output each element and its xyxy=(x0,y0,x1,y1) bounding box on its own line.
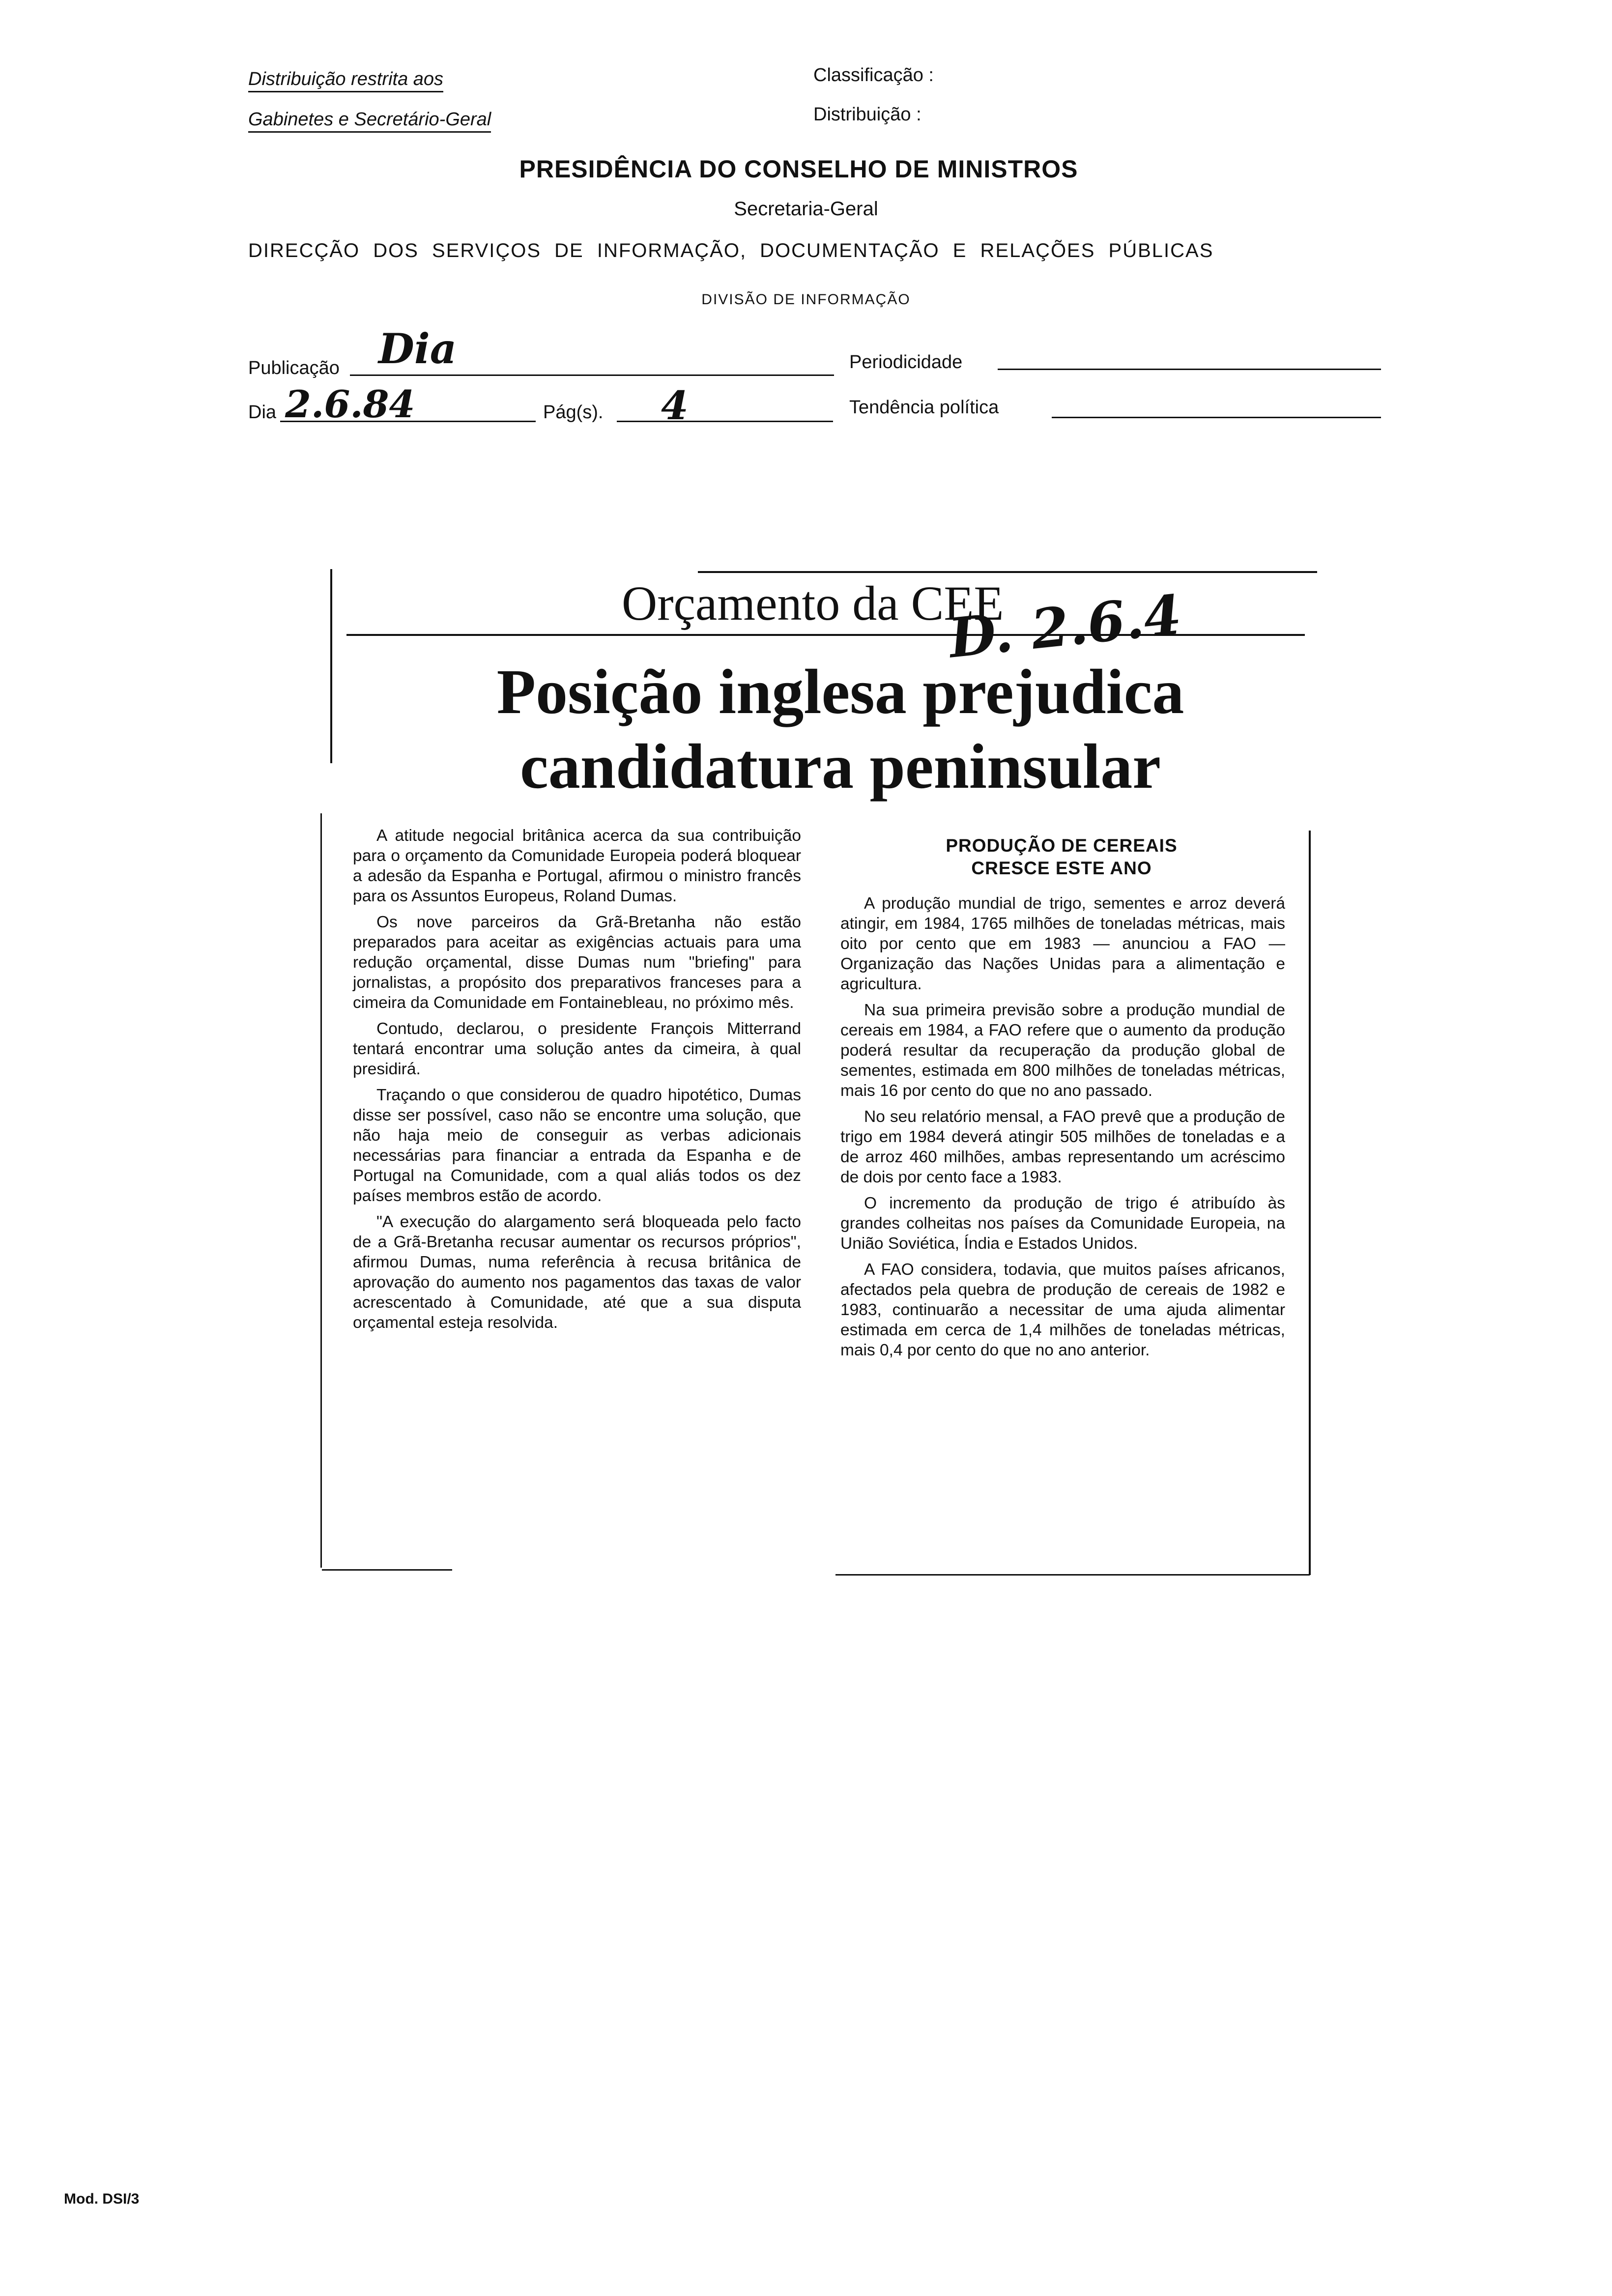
right-column xyxy=(840,893,1285,1366)
clipping-bottom-rule-right xyxy=(835,1574,1310,1576)
left-paragraph: "A execução do alargamento será bloqueada pelo facto de a Grã-Bretanha recusar aumentar os recursos próprios", afirmou Dumas, numa referência à recusa britânica de aprovação do aumento nos pagamentos das taxas de valor acrescentado à Comunidade, até que a sua disputa orçamental esteja resolvida. xyxy=(353,1213,801,1332)
clipping-left-edge-top xyxy=(330,569,332,763)
clipping-right-edge xyxy=(1309,831,1311,1575)
dia-label: Dia xyxy=(248,402,277,423)
pags-line xyxy=(617,421,833,422)
left-paragraph: Os nove parceiros da Grã-Bretanha não estão preparados para aceitar as exigências actuais para uma redução orçamental, disse Dumas num "briefing" para jornalistas, a propósito dos preparativos franceses para a cimeira da Comunidade em Fontainebleau, no próximo mês. xyxy=(353,913,801,1012)
pags-label: Pág(s). xyxy=(543,402,604,423)
tendencia-label: Tendência política xyxy=(849,397,999,418)
right-paragraph: A produção mundial de trigo, sementes e arroz deverá atingir, em 1984, 1765 milhões de toneladas métricas, mais oito por cento que em 1983 — anunciou a FAO — Organização das Nações Unidas para a alimentação e agricultura. xyxy=(840,894,1285,993)
institution-title: PRESIDÊNCIA DO CONSELHO DE MINISTROS xyxy=(519,155,1078,183)
clipping-bottom-rule-left xyxy=(322,1569,452,1571)
classificacao-label: Classificação : xyxy=(813,65,934,86)
clipping-top-rule xyxy=(698,571,1317,573)
right-subhead-line-2: CRESCE ESTE ANO xyxy=(971,858,1152,878)
distribution-line-2: Gabinetes e Secretário-Geral xyxy=(248,109,491,133)
article-headline-line-1: Posição inglesa prejudica xyxy=(496,657,1184,727)
periodicidade-line xyxy=(998,369,1381,370)
article-headline-line-2: candidatura peninsular xyxy=(520,731,1161,802)
right-paragraph: O incremento da produção de trigo é atribuído às grandes colheitas nos países da Comunidade Europeia, na União Soviética, Índia e Estados Unidos. xyxy=(840,1194,1285,1253)
right-subhead-line-1: PRODUÇÃO DE CEREAIS xyxy=(946,835,1178,856)
secretariat-title: Secretaria-Geral xyxy=(734,198,878,220)
pags-handwritten: 4 xyxy=(661,382,689,429)
publicacao-handwritten: Dia xyxy=(378,324,457,373)
article-kicker: Orçamento da CEE xyxy=(622,576,1004,631)
left-paragraph: A atitude negocial britânica acerca da sua contribuição para o orçamento da Comunidade Europeia poderá bloquear a adesão da Espanha e Portugal, afirmou o ministro francês para os Assuntos Europeus, Roland Dumas. xyxy=(353,827,801,905)
clipping-left-edge xyxy=(320,813,322,1568)
handwritten-date-note: D. 2.6.4 xyxy=(946,582,1184,670)
right-paragraph: Na sua primeira previsão sobre a produção mundial de cereais em 1984, a FAO refere que o aumento da produção poderá resultar da recuperação da produção global de sementes, estimada em 800 milhões de toneladas métricas, mais 16 por cento do que no ano passado. xyxy=(840,1001,1285,1100)
right-paragraph: A FAO considera, todavia, que muitos países africanos, afectados pela quebra de produção de cereais de 1982 e 1983, continuarão a necessitar de uma ajuda alimentar estimada em cerca de 1,4 milhões de toneladas métricas, mais 0,4 por cento do que no ano anterior. xyxy=(840,1261,1285,1359)
right-paragraph: No seu relatório mensal, a FAO prevê que a produção de trigo em 1984 deverá atingir 505 milhões de toneladas e a de arroz 460 milhões, ambas representando um acréscimo de dois por cento face a 1983. xyxy=(840,1108,1285,1186)
publicacao-line xyxy=(350,374,834,376)
form-code: Mod. DSI/3 xyxy=(64,2191,140,2207)
left-paragraph: Traçando o que considerou de quadro hipotético, Dumas disse ser possível, caso não se encontre uma solução, que não haja meio de conseguir as verbas adicionais necessárias para financiar a entrada da Espanha e de Portugal na Comunidade, com a qual aliás todos os dez países membros estão de acordo. xyxy=(353,1086,801,1205)
dia-handwritten: 2.6.84 xyxy=(285,382,415,426)
periodicidade-label: Periodicidade xyxy=(849,352,963,373)
publicacao-label: Publicação xyxy=(248,358,340,378)
distribuicao-label: Distribuição : xyxy=(813,104,921,125)
left-paragraph: Contudo, declarou, o presidente François Mitterrand tentará encontrar uma solução antes da cimeira, à qual presidirá. xyxy=(353,1020,801,1078)
division-title: DIVISÃO DE INFORMAÇÃO xyxy=(701,291,911,308)
distribution-line-1: Distribuição restrita aos xyxy=(248,69,443,92)
directorate-title: DIRECÇÃO DOS SERVIÇOS DE INFORMAÇÃO, DOCUMENTAÇÃO E RELAÇÕES PÚBLICAS xyxy=(248,240,1214,261)
left-column xyxy=(353,826,801,1339)
tendencia-line xyxy=(1052,417,1381,418)
